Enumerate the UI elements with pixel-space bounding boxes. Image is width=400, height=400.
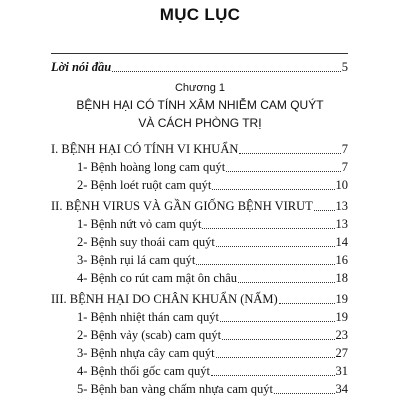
dot-leader — [216, 245, 335, 247]
toc-entry-label: Lời nói đầu — [51, 60, 112, 74]
toc-entry[interactable] — [77, 363, 348, 379]
toc-entry-label: 2- Bệnh vảy (scab) cam quýt — [77, 328, 222, 342]
toc-entry-label: 1- Bệnh nhiệt thán cam quýt — [77, 310, 219, 324]
dot-leader — [212, 188, 334, 190]
toc-entry-page: 31 — [335, 364, 348, 378]
toc-entry[interactable] — [77, 270, 348, 286]
toc-entry-page: 10 — [335, 178, 348, 192]
toc-entry-page: 18 — [335, 271, 348, 285]
dot-leader — [222, 338, 334, 340]
toc-entry[interactable] — [77, 327, 348, 343]
toc-entry-page: 7 — [341, 142, 348, 156]
toc-section[interactable] — [51, 291, 348, 307]
toc-entry-page: 7 — [341, 160, 348, 174]
toc-entry-page: 16 — [335, 253, 348, 267]
toc-entry[interactable] — [77, 216, 348, 232]
dot-leader — [226, 170, 341, 172]
toc-section[interactable] — [51, 141, 348, 157]
toc-entry[interactable] — [77, 381, 348, 397]
dot-leader — [239, 152, 340, 154]
dot-leader — [211, 374, 335, 376]
toc-entry-label: I. BỆNH HẠI CÓ TÍNH VI KHUẨN — [51, 142, 239, 156]
toc-entry[interactable] — [77, 177, 348, 193]
toc-entry-page: 5 — [341, 60, 348, 74]
toc-entry-label: 1- Bệnh hoàng long cam quýt — [77, 160, 226, 174]
page-title: MỤC LỤC — [159, 5, 241, 24]
toc-entry-label: 3- Bệnh nhựa cây cam quýt — [77, 346, 215, 360]
toc-entry-page: 23 — [335, 328, 348, 342]
toc-entry-label: 2- Bệnh suy thoái cam quýt — [77, 235, 215, 249]
toc-entry-label: III. BỆNH HẠI DO CHÂN KHUẨN (NẤM) — [51, 292, 278, 306]
toc-entry-label: 2- Bệnh loét ruột cam quýt — [77, 178, 212, 192]
dot-leader — [196, 263, 334, 265]
toc-entry-label: 4- Bệnh thối gốc cam quýt — [77, 364, 210, 378]
toc-entry-page: 19 — [335, 310, 348, 324]
dot-leader — [112, 70, 341, 72]
toc-entry[interactable] — [77, 345, 348, 361]
title-rule — [51, 53, 348, 54]
dot-leader — [314, 209, 335, 211]
toc-entry-intro[interactable] — [51, 59, 348, 75]
toc-entry-page: 13 — [335, 199, 348, 213]
toc-entry-label: II. BỆNH VIRUS VÀ GẦN GIỐNG BỆNH VIRUT — [51, 199, 313, 213]
dot-leader — [220, 320, 335, 322]
toc-entry-label: 5- Bệnh ban vàng chấm nhựa cam quýt — [77, 382, 273, 396]
toc-entry-label: 4- Bệnh co rút cam mật ôn châu — [77, 271, 238, 285]
toc-entry-page: 14 — [335, 235, 348, 249]
dot-leader — [279, 302, 335, 304]
toc-entry-page: 13 — [335, 217, 348, 231]
dot-leader — [238, 281, 334, 283]
dot-leader — [216, 356, 335, 358]
toc-entry-label: 1- Bệnh nứt vỏ cam quýt — [77, 217, 202, 231]
dot-leader — [202, 227, 334, 229]
chapter-number: Chương 1 — [174, 82, 226, 94]
toc-entry[interactable] — [77, 159, 348, 175]
chapter-title-line2: VÀ CÁCH PHÒNG TRỊ — [138, 116, 262, 130]
toc-entry-page: 19 — [335, 292, 348, 306]
toc-entry[interactable] — [77, 234, 348, 250]
toc-entry-label: 3- Bệnh rụi lá cam quýt — [77, 253, 196, 267]
dot-leader — [274, 392, 335, 394]
toc-entry-page: 27 — [335, 346, 348, 360]
toc-entry[interactable] — [77, 309, 348, 325]
toc-entry-page: 34 — [335, 382, 348, 396]
toc-entry[interactable] — [77, 252, 348, 268]
chapter-title-line1: BỆNH HẠI CÓ TÍNH XÂM NHIỄM CAM QUÝT — [76, 98, 324, 112]
toc-section[interactable] — [51, 198, 348, 214]
